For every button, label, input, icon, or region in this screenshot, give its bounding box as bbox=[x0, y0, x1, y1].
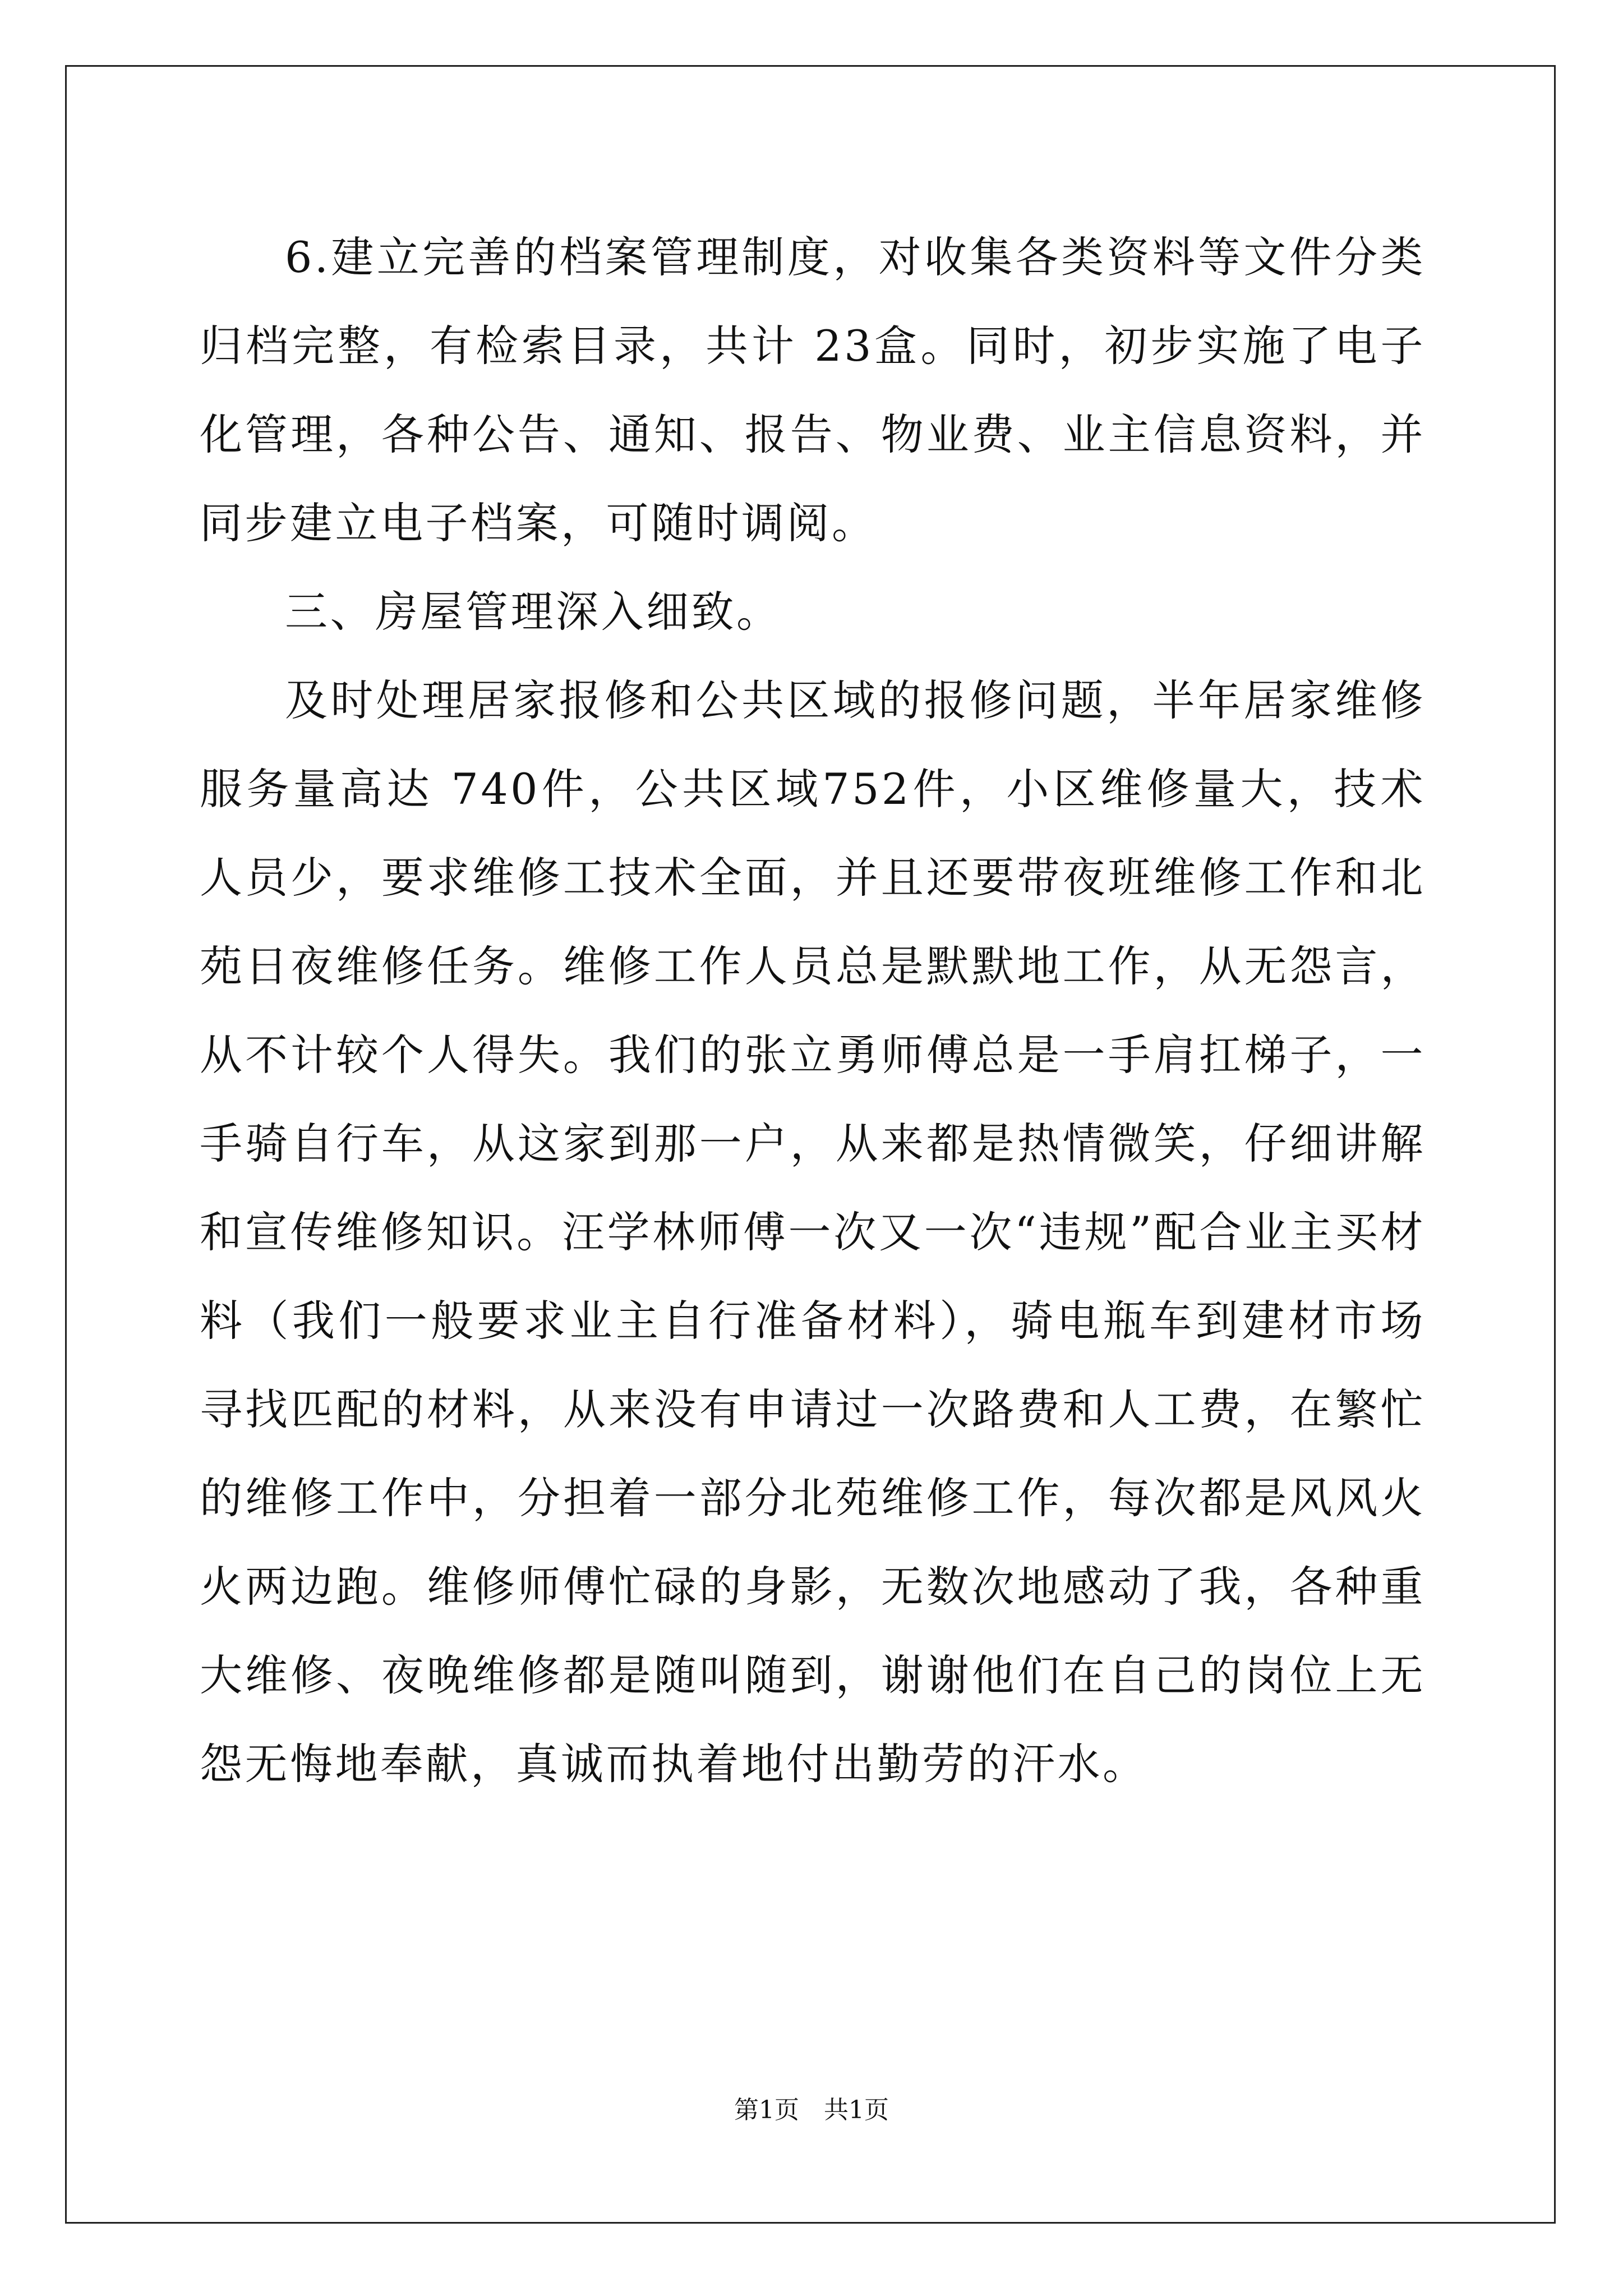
page-footer bbox=[0, 2093, 1623, 2127]
paragraph-maintenance: 及时处理居家报修和公共区域的报修问题，半年居家维修服务量高达 740件，公共区域752件，小区维修量大，技术人员少，要求维修工技术全面，并且还要带夜班维修工作和北苑日夜维修任务。维修工作人员总是默默地工作，从无怨言，从不计较个人得失。我们的张立勇师傅总是一手肩扛梯子，一手骑自行车，从这家到那一户，从来都是热情微笑，仔细讲解和宣传维修知识。汪学林师傅一次又一次“违规”配合业主买材料（我们一般要求业主自行准备材料），骑电瓶车到建材市场寻找匹配的材料，从来没有申请过一次路费和人工费，在繁忙的维修工作中，分担着一部分北苑维修工作，每次都是风风火火两边跑。维修师傅忙碌的身影，无数次地感动了我，各种重大维修、夜晚维修都是随叫随到，谢谢他们在自己的岗位上无怨无悔地奉献，真诚而执着地付出勤劳的汗水。 bbox=[200, 675, 1426, 1789]
document-body bbox=[200, 213, 1426, 1809]
section-heading-housing: 三、房屋管理深入细致。 bbox=[285, 587, 782, 637]
paragraph-archive-management: 6.建立完善的档案管理制度，对收集各类资料等文件分类归档完整，有检索目录，共计 23盒。同时，初步实施了电子化管理，各种公告、通知、报告、物业费、业主信息资料，并同步建立电子档案，可随时调阅。 bbox=[200, 232, 1426, 548]
page-number-total: 共1页 bbox=[824, 2096, 889, 2124]
page-number-current: 第1页 bbox=[734, 2096, 799, 2124]
